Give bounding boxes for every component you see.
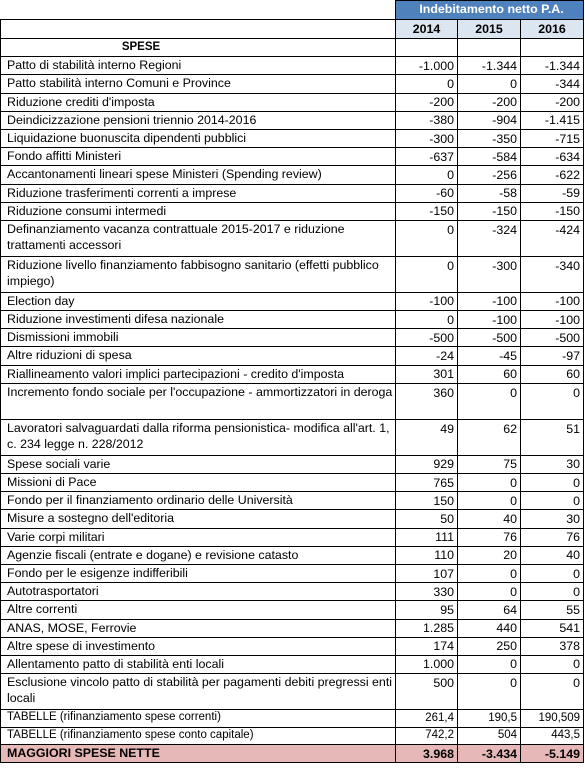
row-value-2015: -58 — [458, 184, 521, 202]
row-label: Fondo per il finanziamento ordinario delle Università — [1, 492, 396, 510]
row-value-2016: 443,5 — [521, 727, 584, 745]
table-row — [1, 546, 584, 564]
row-label: Riduzione crediti d'imposta — [1, 93, 396, 111]
row-label: Spese sociali varie — [1, 455, 396, 473]
table-row — [1, 528, 584, 546]
table-row — [1, 166, 584, 184]
row-value-2014: 0 — [396, 311, 458, 329]
table-row — [1, 492, 584, 510]
row-value-2014: -60 — [396, 184, 458, 202]
row-value-2016: 76 — [521, 528, 584, 546]
table-row — [1, 474, 584, 492]
row-value-2015: -100 — [458, 292, 521, 310]
table-row — [1, 365, 584, 383]
section-empty-cell — [521, 39, 584, 57]
row-value-2015: -45 — [458, 347, 521, 365]
row-label: Agenzie fiscali (entrate e dogane) e revisione catasto — [1, 546, 396, 564]
section-row-spese — [1, 39, 584, 57]
row-label: Riduzione livello finanziamento fabbisogno sanitario (effetti pubblico impiego) — [1, 256, 396, 292]
total-value-2016: -5.149 — [521, 745, 584, 763]
row-label: ANAS, MOSE, Ferrovie — [1, 619, 396, 637]
table-row — [1, 148, 584, 166]
row-value-2014: 150 — [396, 492, 458, 510]
row-value-2016: -634 — [521, 148, 584, 166]
row-label: Misure a sostegno dell'editoria — [1, 510, 396, 528]
row-value-2015: 0 — [458, 383, 521, 419]
table-row — [1, 129, 584, 147]
row-value-2016: 541 — [521, 619, 584, 637]
row-value-2015: 0 — [458, 474, 521, 492]
row-value-2014: 49 — [396, 419, 458, 455]
row-value-2015: 0 — [458, 564, 521, 582]
header-row-years — [1, 20, 584, 39]
row-label: Riduzione investimenti difesa nazionale — [1, 311, 396, 329]
row-value-2014: -24 — [396, 347, 458, 365]
row-value-2015: -350 — [458, 129, 521, 147]
column-group-title: Indebitamento netto P.A. — [396, 1, 584, 20]
row-label: Deindicizzazione pensioni triennio 2014-2016 — [1, 111, 396, 129]
row-value-2016: 190,509 — [521, 710, 584, 728]
section-empty-cell — [458, 39, 521, 57]
row-value-2015: -200 — [458, 93, 521, 111]
row-value-2016: -424 — [521, 220, 584, 256]
row-value-2016: 0 — [521, 655, 584, 673]
table-row — [1, 619, 584, 637]
row-value-2016: 0 — [521, 564, 584, 582]
table-row — [1, 75, 584, 93]
row-value-2015: -324 — [458, 220, 521, 256]
row-label: Riduzione consumi intermedi — [1, 202, 396, 220]
table-row — [1, 383, 584, 419]
row-value-2014: 174 — [396, 637, 458, 655]
row-value-2015: 0 — [458, 583, 521, 601]
row-value-2015: 0 — [458, 674, 521, 710]
row-label: Altre riduzioni di spesa — [1, 347, 396, 365]
row-value-2015: 0 — [458, 75, 521, 93]
row-value-2014: -300 — [396, 129, 458, 147]
row-label: Autotrasportatori — [1, 583, 396, 601]
row-value-2014: 929 — [396, 455, 458, 473]
row-value-2015: 64 — [458, 601, 521, 619]
row-value-2014: 742,2 — [396, 727, 458, 745]
row-value-2014: -637 — [396, 148, 458, 166]
row-value-2016: 51 — [521, 419, 584, 455]
table-row — [1, 583, 584, 601]
row-value-2015: 190,5 — [458, 710, 521, 728]
row-value-2016: 60 — [521, 365, 584, 383]
row-value-2016: -97 — [521, 347, 584, 365]
row-value-2016: -150 — [521, 202, 584, 220]
row-value-2015: -300 — [458, 256, 521, 292]
row-value-2014: 0 — [396, 75, 458, 93]
table-row — [1, 601, 584, 619]
table-row — [1, 564, 584, 582]
row-label: Incremento fondo sociale per l'occupazione - ammortizzatori in deroga — [1, 383, 396, 419]
table-row — [1, 329, 584, 347]
row-value-2016: 0 — [521, 383, 584, 419]
row-label: Election day — [1, 292, 396, 310]
row-value-2014: -150 — [396, 202, 458, 220]
row-label: Riallineamento valori implici partecipazioni - credito d'imposta — [1, 365, 396, 383]
row-value-2015: -256 — [458, 166, 521, 184]
row-value-2014: 111 — [396, 528, 458, 546]
total-value-2014: 3.968 — [396, 745, 458, 763]
row-value-2016: -340 — [521, 256, 584, 292]
section-empty-cell — [396, 39, 458, 57]
row-label: Accantonamenti lineari spese Ministeri (Spending review) — [1, 166, 396, 184]
table-row — [1, 710, 584, 728]
row-value-2015: 0 — [458, 492, 521, 510]
table-row — [1, 93, 584, 111]
row-value-2014: 0 — [396, 220, 458, 256]
row-value-2014: -500 — [396, 329, 458, 347]
table-row — [1, 57, 584, 75]
row-label: Missioni di Pace — [1, 474, 396, 492]
row-label: TABELLE (rifinanziamento spese conto capitale) — [1, 727, 396, 745]
row-value-2015: -100 — [458, 311, 521, 329]
row-value-2015: 20 — [458, 546, 521, 564]
row-value-2014: 110 — [396, 546, 458, 564]
row-label: Lavoratori salvaguardati dalla riforma pensionistica- modifica all'art. 1, c. 234 legge n. 228/2012 — [1, 419, 396, 455]
row-value-2015: 504 — [458, 727, 521, 745]
table-row — [1, 510, 584, 528]
row-value-2014: 261,4 — [396, 710, 458, 728]
row-value-2014: -1.000 — [396, 57, 458, 75]
row-label: Patto stabilità interno Comuni e Province — [1, 75, 396, 93]
row-label: Patto di stabilità interno Regioni — [1, 57, 396, 75]
row-value-2016: -59 — [521, 184, 584, 202]
row-value-2015: -150 — [458, 202, 521, 220]
row-value-2014: 107 — [396, 564, 458, 582]
row-value-2016: 0 — [521, 674, 584, 710]
total-label: MAGGIORI SPESE NETTE — [1, 745, 396, 763]
table-row — [1, 202, 584, 220]
row-label: Riduzione trasferimenti correnti a imprese — [1, 184, 396, 202]
row-value-2016: 0 — [521, 583, 584, 601]
header-blank-cell — [1, 1, 396, 20]
row-value-2014: 0 — [396, 166, 458, 184]
row-value-2015: 62 — [458, 419, 521, 455]
row-value-2016: -1.344 — [521, 57, 584, 75]
row-label: Varie corpi militari — [1, 528, 396, 546]
table-row — [1, 727, 584, 745]
row-value-2015: -904 — [458, 111, 521, 129]
row-label: TABELLE (rifinanziamento spese correnti) — [1, 710, 396, 728]
row-value-2014: 1.285 — [396, 619, 458, 637]
row-value-2015: 40 — [458, 510, 521, 528]
row-value-2016: 0 — [521, 474, 584, 492]
row-value-2014: -200 — [396, 93, 458, 111]
row-value-2016: -200 — [521, 93, 584, 111]
table-body — [1, 57, 584, 763]
table-row — [1, 637, 584, 655]
table-row — [1, 184, 584, 202]
row-label: Fondo per le esigenze indifferibili — [1, 564, 396, 582]
row-value-2016: 55 — [521, 601, 584, 619]
table-row — [1, 347, 584, 365]
row-value-2016: 30 — [521, 455, 584, 473]
row-value-2016: -344 — [521, 75, 584, 93]
row-value-2016: -100 — [521, 311, 584, 329]
table-row — [1, 220, 584, 256]
row-value-2016: 378 — [521, 637, 584, 655]
row-value-2015: 76 — [458, 528, 521, 546]
row-value-2014: -100 — [396, 292, 458, 310]
table-row — [1, 111, 584, 129]
row-label: Allentamento patto di stabilità enti locali — [1, 655, 396, 673]
header-blank-cell-2 — [1, 20, 396, 39]
row-label: Esclusione vincolo patto di stabilità per pagamenti debiti pregressi enti locali — [1, 674, 396, 710]
year-header-2015: 2015 — [458, 20, 521, 39]
row-value-2014: 0 — [396, 256, 458, 292]
section-label: SPESE — [1, 39, 396, 57]
table-row — [1, 292, 584, 310]
row-value-2016: 0 — [521, 492, 584, 510]
row-value-2016: -100 — [521, 292, 584, 310]
row-value-2014: 765 — [396, 474, 458, 492]
row-value-2015: 250 — [458, 637, 521, 655]
row-value-2014: 301 — [396, 365, 458, 383]
row-value-2014: -380 — [396, 111, 458, 129]
row-label: Fondo affitti Ministeri — [1, 148, 396, 166]
row-value-2015: 440 — [458, 619, 521, 637]
row-value-2015: 0 — [458, 655, 521, 673]
table-row — [1, 674, 584, 710]
row-value-2016: 40 — [521, 546, 584, 564]
table-row — [1, 311, 584, 329]
row-value-2014: 330 — [396, 583, 458, 601]
row-label: Liquidazione buonuscita dipendenti pubblici — [1, 129, 396, 147]
year-header-2014: 2014 — [396, 20, 458, 39]
row-label: Definanziamento vacanza contrattuale 2015-2017 e riduzione trattamenti accessori — [1, 220, 396, 256]
total-row — [1, 745, 584, 763]
table-row — [1, 655, 584, 673]
row-value-2014: 1.000 — [396, 655, 458, 673]
row-label: Altre spese di investimento — [1, 637, 396, 655]
row-value-2016: -622 — [521, 166, 584, 184]
row-value-2016: -1.415 — [521, 111, 584, 129]
row-label: Altre correnti — [1, 601, 396, 619]
row-value-2016: -715 — [521, 129, 584, 147]
row-value-2014: 50 — [396, 510, 458, 528]
row-value-2015: -584 — [458, 148, 521, 166]
row-value-2014: 360 — [396, 383, 458, 419]
row-label: Dismissioni immobili — [1, 329, 396, 347]
row-value-2015: 75 — [458, 455, 521, 473]
header-row-group — [1, 1, 584, 20]
row-value-2014: 500 — [396, 674, 458, 710]
year-header-2016: 2016 — [521, 20, 584, 39]
row-value-2015: -1.344 — [458, 57, 521, 75]
table-row — [1, 419, 584, 455]
table-row — [1, 256, 584, 292]
row-value-2015: 60 — [458, 365, 521, 383]
table-row — [1, 455, 584, 473]
row-value-2016: -500 — [521, 329, 584, 347]
row-value-2015: -500 — [458, 329, 521, 347]
row-value-2016: 30 — [521, 510, 584, 528]
row-value-2014: 95 — [396, 601, 458, 619]
total-value-2015: -3.434 — [458, 745, 521, 763]
